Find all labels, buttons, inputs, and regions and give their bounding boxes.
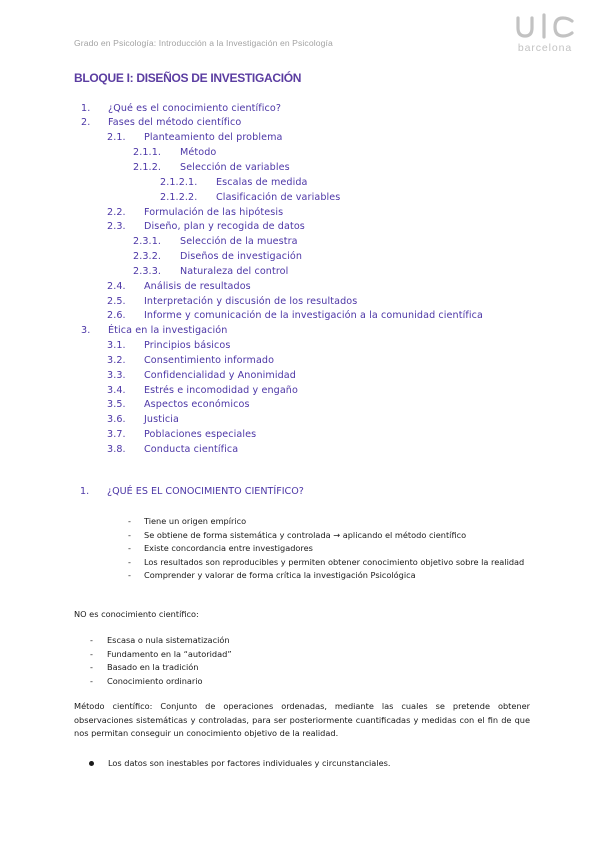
toc-label: Naturaleza del control <box>180 266 289 277</box>
toc-number: 1. <box>81 103 91 114</box>
uic-barcelona-logo <box>512 12 578 56</box>
toc-number: 2. <box>81 117 91 128</box>
list-item: - Conocimiento ordinario <box>90 675 390 689</box>
toc-number: 3. <box>81 325 91 336</box>
toc-label: Planteamiento del problema <box>144 132 283 143</box>
non-scientific-title: NO es conocimiento científico: <box>74 609 199 619</box>
bullet-list <box>86 757 526 771</box>
toc-label: Aspectos económicos <box>144 399 250 410</box>
toc-number: 3.6. <box>107 414 126 425</box>
dash-marker: - <box>128 529 131 540</box>
toc-label: Interpretación y discusión de los resultados <box>144 296 358 307</box>
toc-number: 3.3. <box>107 370 126 381</box>
non-scientific-list <box>90 634 390 688</box>
list-item: - Fundamento en la “autoridad” <box>90 648 390 662</box>
toc-label: Diseño, plan y recogida de datos <box>144 221 305 232</box>
toc-label: Informe y comunicación de la investigación a la comunidad científica <box>144 310 483 321</box>
bullet-dot-icon <box>89 761 94 766</box>
dash-marker: - <box>128 570 131 581</box>
toc-number: 3.2. <box>107 355 126 366</box>
toc-label: Justicia <box>144 414 179 425</box>
toc-label: Clasificación de variables <box>216 192 341 203</box>
toc-number: 2.3.3. <box>133 266 162 277</box>
dash-marker: - <box>90 648 93 659</box>
scientific-method-definition: Método científico: Conjunto de operaciones ordenadas, mediante las cuales se pretende obtener observaciones sistemáticas y controladas, para ser posteriormente cuantificadas y medidas con el fin de que nos permitan conseguir un conocimiento objetivo de la realidad. <box>74 701 530 739</box>
list-item: - Basado en la tradición <box>90 661 390 675</box>
dash-marker: - <box>128 543 131 554</box>
dash-marker: - <box>128 516 131 526</box>
list-item: - Existe concordancia entre investigadores <box>128 542 528 556</box>
toc-number: 2.3.2. <box>133 251 162 262</box>
toc-label: Poblaciones especiales <box>144 429 257 440</box>
toc-label: Estrés e incomodidad y engaño <box>144 385 298 396</box>
list-item: - Los resultados son reproducibles y permiten obtener conocimiento objetivo sobre la realidad <box>128 556 528 570</box>
toc-label: Selección de la muestra <box>180 236 298 247</box>
list-item: - Comprender y valorar de forma crítica la investigación Psicológica <box>128 569 528 583</box>
list-item: - Tiene un origen empírico <box>128 515 528 529</box>
toc-number: 3.5. <box>107 399 126 410</box>
toc-number: 2.3. <box>107 221 126 232</box>
toc-label: Conducta científica <box>144 444 239 455</box>
dash-marker: - <box>128 556 131 567</box>
toc-label: Fases del método científico <box>108 117 242 128</box>
toc-number: 2.1.2.2. <box>160 192 198 203</box>
toc-number: 2.1.1. <box>133 147 162 158</box>
toc-number: 3.8. <box>107 444 126 455</box>
toc-number: 3.1. <box>107 340 126 351</box>
uic-logo-icon <box>512 12 578 42</box>
toc-label: Análisis de resultados <box>144 281 251 292</box>
list-item: Los datos son inestables por factores individuales y circunstanciales. <box>86 757 526 771</box>
list-item: - Escasa o nula sistematización <box>90 634 390 648</box>
toc-number: 3.4. <box>107 385 126 396</box>
toc-number: 2.2. <box>107 207 126 218</box>
toc-label: Diseños de investigación <box>180 251 303 262</box>
toc-number: 2.1.2. <box>133 162 162 173</box>
toc-label: Formulación de las hipótesis <box>144 207 284 218</box>
dash-marker: - <box>90 675 93 686</box>
block-title: BLOQUE I: DISEÑOS DE INVESTIGACIÓN <box>74 71 302 85</box>
toc-label: Ética en la investigación <box>108 325 228 336</box>
toc-label: Selección de variables <box>180 162 290 173</box>
section-1-title: ¿QUÉ ES EL CONOCIMIENTO CIENTÍFICO? <box>107 486 304 497</box>
toc-label: Método <box>180 147 217 158</box>
toc-number: 2.6. <box>107 310 126 321</box>
toc-number: 2.4. <box>107 281 126 292</box>
toc-number: 2.5. <box>107 296 126 307</box>
toc-label: Consentimiento informado <box>144 355 275 366</box>
toc-label: Confidencialidad y Anonimidad <box>144 370 296 381</box>
toc-number: 2.1.2.1. <box>160 177 198 188</box>
dash-marker: - <box>90 635 93 645</box>
logo-city-text: barcelona <box>517 42 573 54</box>
toc-label: ¿Qué es el conocimiento científico? <box>108 103 282 114</box>
toc-number: 3.7. <box>107 429 126 440</box>
toc-number: 2.3.1. <box>133 236 162 247</box>
list-item: - Se obtiene de forma sistemática y controlada → aplicando el método científico <box>128 529 528 543</box>
characteristics-list <box>128 515 528 583</box>
document-header: Grado en Psicología: Introducción a la Investigación en Psicología <box>74 38 333 48</box>
toc-label: Escalas de medida <box>216 177 308 188</box>
dash-marker: - <box>90 662 93 673</box>
section-1-number: 1. <box>80 486 90 497</box>
toc-label: Principios básicos <box>144 340 231 351</box>
toc-number: 2.1. <box>107 132 126 143</box>
